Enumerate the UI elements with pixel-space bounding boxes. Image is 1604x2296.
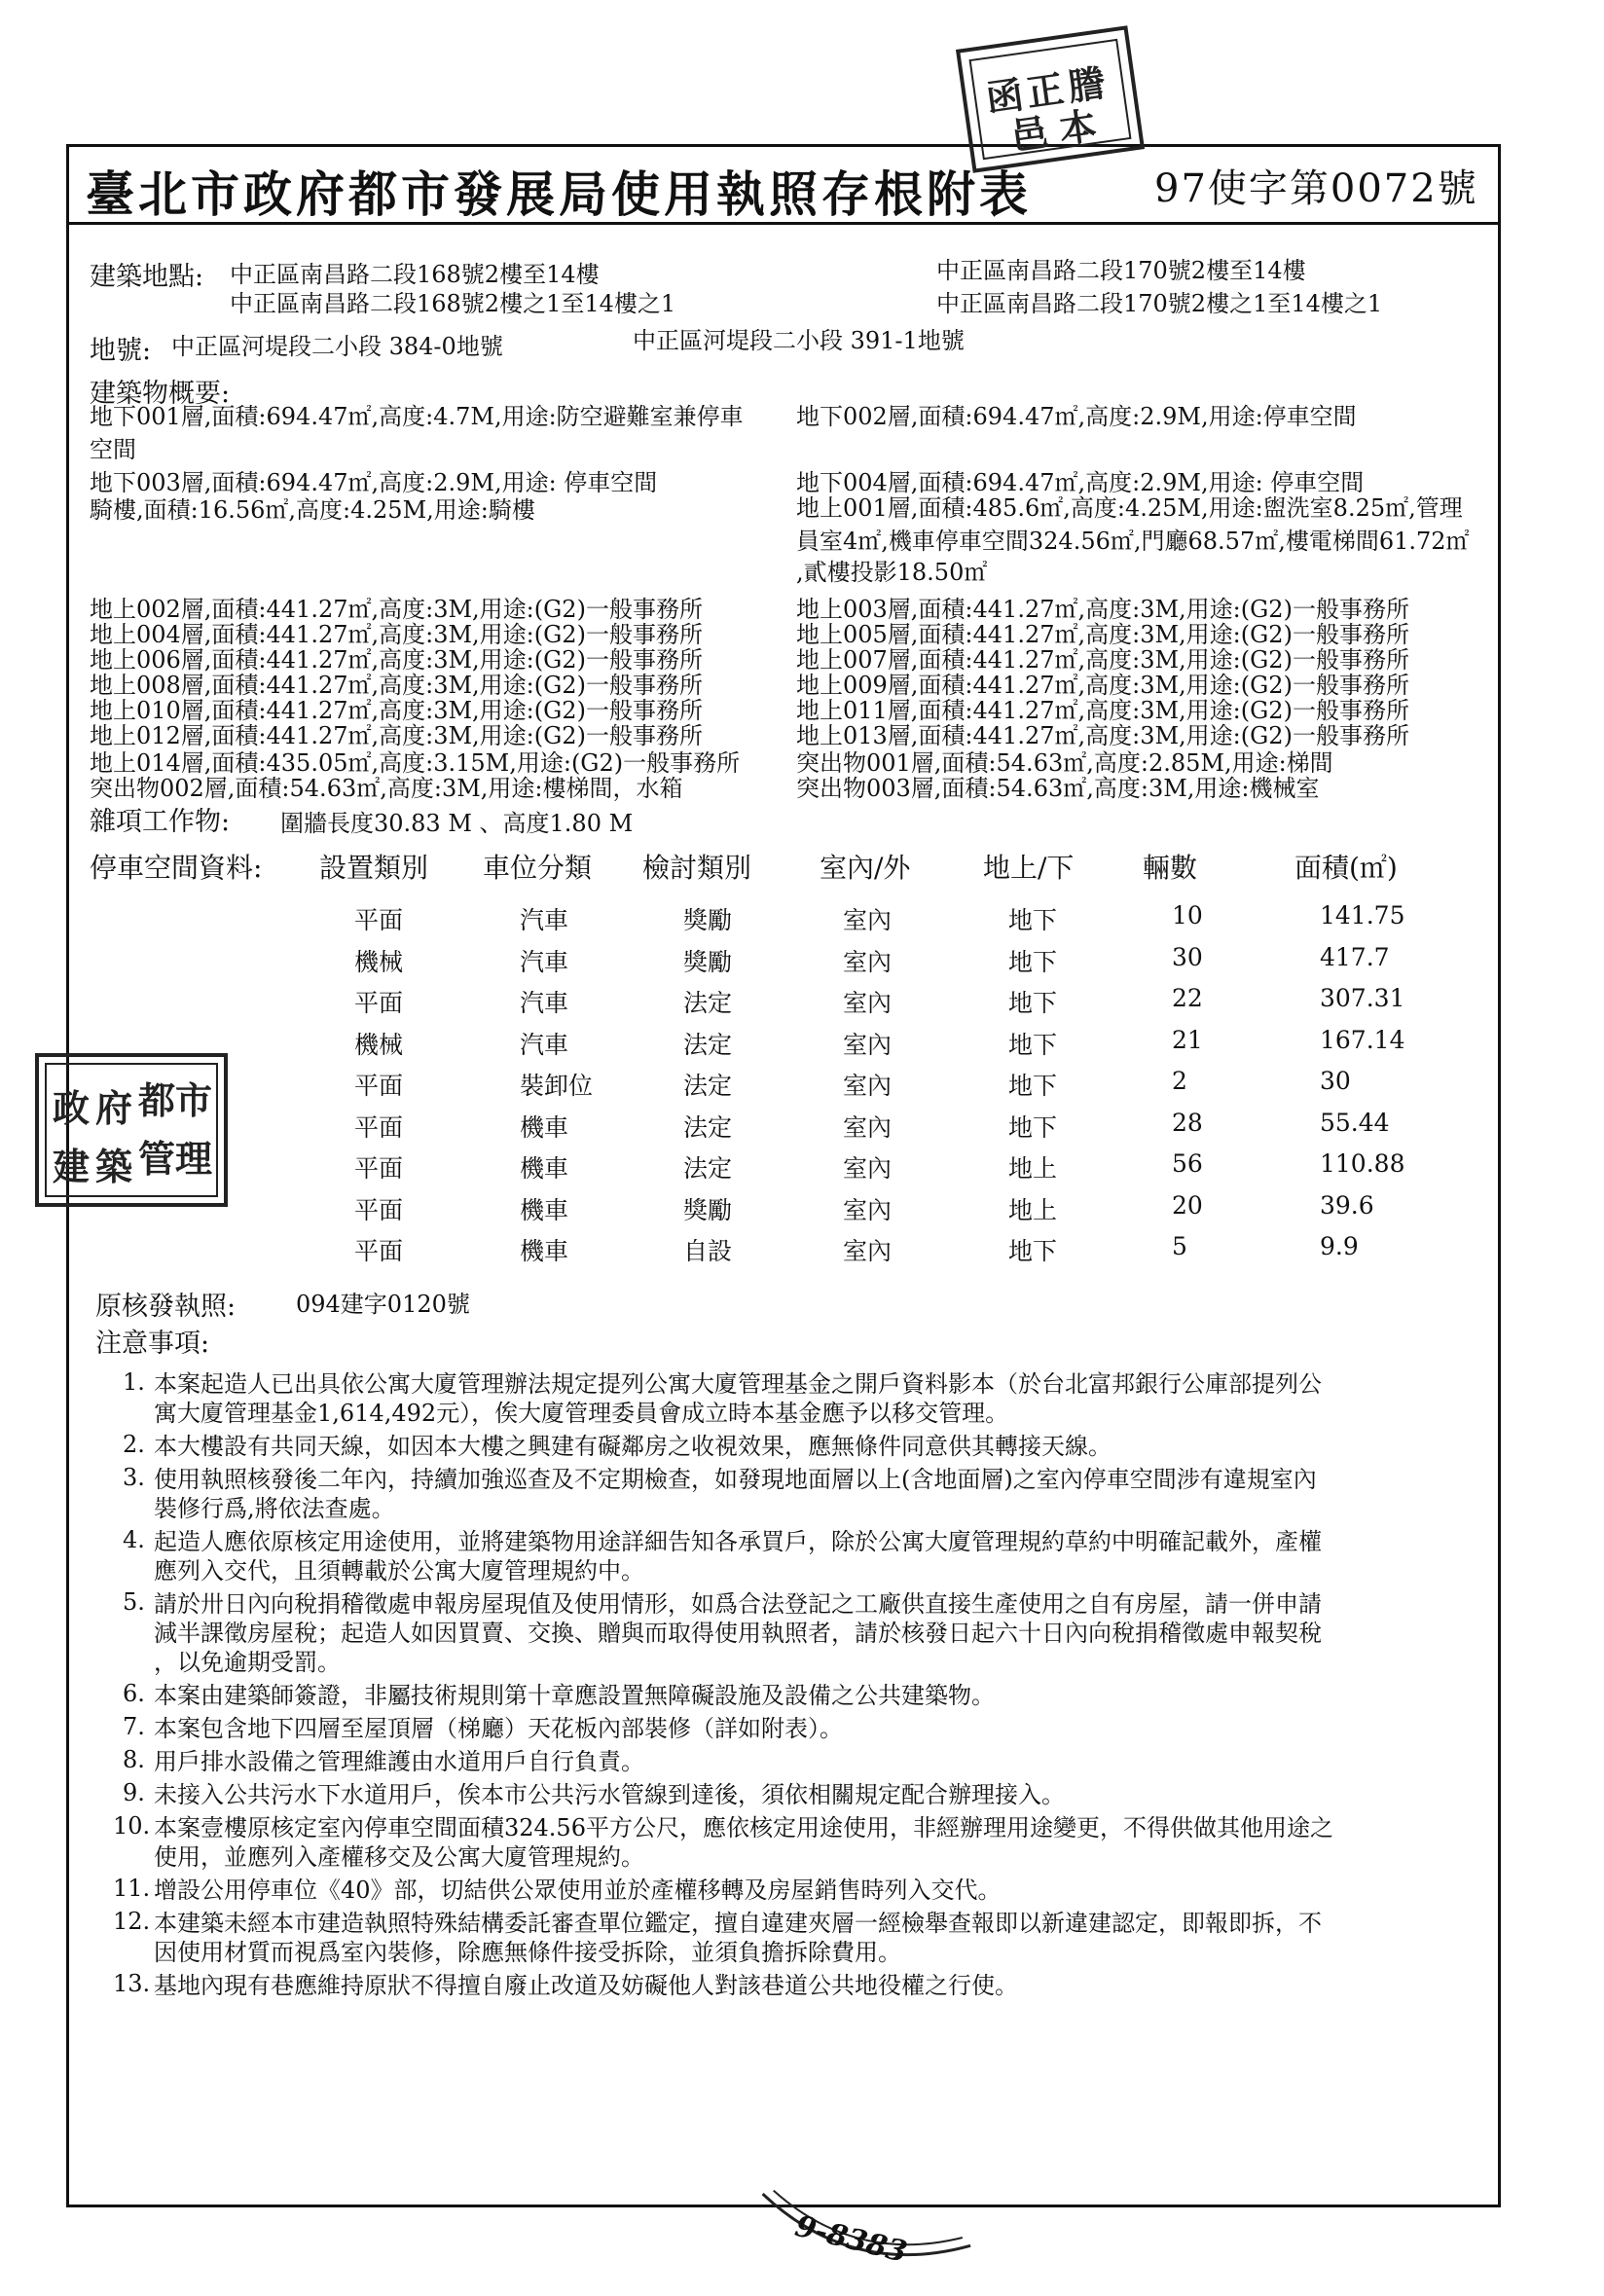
parking-table-cell: 法定 [683,1030,733,1059]
site-address-right-1: 中正區南昌路二段170號2樓至14樓 [936,257,1306,284]
parking-table-cell: 法定 [683,1112,733,1142]
parking-table-cell: 室內 [843,906,893,934]
overview-right-line: 地上005層,面積:441.27㎡,高度:3M,用途:(G2)一般事務所 [796,621,1409,648]
parking-table-cell: 10 [1172,901,1203,929]
parking-table-cell: 室內 [843,989,893,1017]
parking-table-cell: 室內 [843,947,893,976]
parking-header-cell: 檢討類別 [642,852,752,884]
overview-right-line: 突出物001層,面積:54.63㎡,高度:2.85M,用途:梯間 [796,749,1333,777]
note-text-line: 應列入交代，且須轉載於公寓大廈管理規約中。 [154,1557,644,1585]
parking-table-cell: 裝卸位 [520,1072,594,1100]
overview-left-line: 騎樓,面積:16.56㎡,高度:4.25M,用途:騎樓 [90,496,535,524]
overview-left-line: 地上012層,面積:441.27㎡,高度:3M,用途:(G2)一般事務所 [90,722,703,749]
parking-table-cell: 30 [1320,1067,1351,1095]
parking-table-cell: 平面 [354,1072,404,1100]
parking-header-cell: 地上/下 [983,852,1075,884]
parking-table-cell: 30 [1172,942,1203,971]
note-text-line: 增設公用停車位《40》部，切結供公眾使用並於產權移轉及房屋銷售時列入交代。 [154,1877,1002,1904]
overview-right-line: 地下004層,面積:694.47㎡,高度:2.9M,用途: 停車空間 [796,469,1365,496]
note-number: 9. [123,1779,145,1806]
site-label: 建築地點: [90,262,204,292]
parking-table-cell: 法定 [683,989,733,1017]
note-text-line: 未接入公共污水下水道用戶，俟本市公共污水管線到達後，須依相關規定配合辦理接入。 [154,1781,1065,1808]
parking-table-cell: 9.9 [1320,1232,1359,1260]
parking-table-cell: 平面 [354,1237,404,1265]
note-number: 10. [113,1812,151,1840]
note-text-line: 本案包含地下四層至屋頂層（梯廳）天花板內部裝修（詳如附表）。 [154,1715,843,1742]
overview-left-line: 突出物002層,面積:54.63㎡,高度:3M,用途:樓梯間，水箱 [90,775,683,802]
parking-table-cell: 汽車 [520,989,569,1017]
note-number: 12. [113,1908,151,1935]
overview-left-line: 地上014層,面積:435.05㎡,高度:3.15M,用途:(G2)一般事務所 [90,749,741,777]
note-number: 1. [123,1368,145,1396]
parking-table-cell: 39.6 [1320,1190,1374,1220]
parking-table-cell: 28 [1172,1108,1203,1137]
note-number: 6. [123,1680,145,1707]
overview-right-line: 地上007層,面積:441.27㎡,高度:3M,用途:(G2)一般事務所 [796,646,1409,674]
parking-table-cell: 21 [1172,1025,1203,1054]
parking-table-cell: 2 [1172,1067,1187,1095]
parking-table-cell: 167.14 [1320,1025,1405,1054]
note-text-line: 減半課徵房屋稅；起造人如因買賣、交換、贈與而取得使用執照者，請於核發日起六十日內向稅捐稽徵處申報契稅 [154,1620,1322,1647]
note-text-line: 本建築未經本市建造執照特殊結構委託審查單位鑑定，擅自違建夾層一經檢舉查報即以新違建認定，即報即拆，不 [154,1910,1322,1937]
parking-table-cell: 417.7 [1320,942,1390,971]
bottom-stamp-number: 9-8383 [791,2208,911,2271]
note-text-line: 基地內現有巷應維持原狀不得擅自廢止改道及妨礙他人對該巷道公共地役權之行使。 [154,1972,1018,1999]
note-number: 11. [113,1875,151,1902]
site-address-left-2: 中正區南昌路二段168號2樓之1至14樓之1 [230,290,676,317]
parking-table-cell: 機車 [520,1237,569,1265]
parking-table-cell: 地下 [1008,906,1058,934]
parking-table-cell: 平面 [354,906,404,934]
note-text-line: ，以免逾期受罰。 [154,1649,341,1676]
parking-header-cell: 車位分類 [483,852,593,884]
parking-table-cell: 機車 [520,1154,569,1183]
parking-table-cell: 地下 [1008,1237,1058,1265]
parking-table-cell: 5 [1172,1232,1187,1260]
note-text-line: 本大樓設有共同天線，如因本大樓之興建有礙鄰房之收視效果，應無條件同意供其轉接天線。 [154,1433,1112,1460]
parking-table-cell: 55.44 [1320,1108,1390,1137]
overview-left-line: 地上004層,面積:441.27㎡,高度:3M,用途:(G2)一般事務所 [90,621,703,648]
note-number: 5. [123,1588,145,1616]
overview-right-line: 地上013層,面積:441.27㎡,高度:3M,用途:(G2)一般事務所 [796,722,1409,749]
parking-table-cell: 平面 [354,1154,404,1183]
note-number: 3. [123,1464,145,1491]
overview-left-line: 地上006層,面積:441.27㎡,高度:3M,用途:(G2)一般事務所 [90,646,703,674]
overview-left-line: 地下001層,面積:694.47㎡,高度:4.7M,用途:防空避難室兼停車 [90,403,744,430]
parking-table-cell: 地下 [1008,1030,1058,1059]
overview-left-line: 地上010層,面積:441.27㎡,高度:3M,用途:(G2)一般事務所 [90,697,703,724]
parking-table-cell: 平面 [354,1112,404,1142]
note-text-line: 請於卅日內向稅捐稽徵處申報房屋現值及使用情形，如爲合法登記之工廠供直接生產使用之自有房屋，請一併申請 [154,1590,1322,1618]
parking-table-cell: 22 [1172,984,1203,1012]
site-address-right-2: 中正區南昌路二段170號2樓之1至14樓之1 [936,290,1383,317]
overview-right-line: 地上011層,面積:441.27㎡,高度:3M,用途:(G2)一般事務所 [796,697,1409,724]
note-text-line: 寓大廈管理基金1,614,492元），俟大廈管理委員會成立時本基金應予以移交管理。 [154,1400,1009,1427]
note-text-line: 本案起造人已出具依公寓大廈管理辦法規定提列公寓大廈管理基金之開戶資料影本（於台北富邦銀行公庫部提列公 [154,1370,1322,1398]
overview-left-line: 地上008層,面積:441.27㎡,高度:3M,用途:(G2)一般事務所 [90,672,703,699]
overview-right-line: 突出物003層,面積:54.63㎡,高度:3M,用途:機械室 [796,775,1320,802]
parking-header-cell: 設置類別 [319,852,429,884]
parking-header-cell: 面積(㎡) [1294,852,1398,884]
overview-right-line: 地上009層,面積:441.27㎡,高度:3M,用途:(G2)一般事務所 [796,672,1409,699]
overview-label: 建築物概要: [90,379,231,409]
parking-table-cell: 307.31 [1320,984,1405,1012]
overview-right-line: ,貳樓投影18.50㎡ [796,559,988,586]
misc-label: 雜項工作物: [90,807,231,837]
overview-right-line: 地上001層,面積:485.6㎡,高度:4.25M,用途:盥洗室8.25㎡,管理 [796,494,1463,522]
parking-header-cell: 室內/外 [820,852,911,884]
parking-header-cell: 輛數 [1143,852,1198,884]
parking-table-cell: 室內 [843,1195,893,1224]
seal-stamp-left: 政 府 都 市 建 築 管 理 [35,1053,228,1207]
note-text-line: 用戶排水設備之管理維護由水道用戶自行負責。 [154,1748,644,1775]
parking-table-cell: 141.75 [1320,901,1405,929]
parking-table-cell: 56 [1172,1149,1203,1178]
parking-table-cell: 法定 [683,1072,733,1100]
parking-table-cell: 地下 [1008,947,1058,976]
note-text-line: 本案壹樓原核定室內停車空間面積324.56平方公尺，應依核定用途使用，非經辦理用途變更，不得供做其他用途之 [154,1814,1333,1841]
parking-table-cell: 110.88 [1320,1149,1405,1178]
overview-left-line: 地下003層,面積:694.47㎡,高度:2.9M,用途: 停車空間 [90,469,658,496]
parking-table-cell: 獎勵 [683,1195,733,1224]
parking-table-cell: 室內 [843,1072,893,1100]
overview-right-line: 地下002層,面積:694.47㎡,高度:2.9M,用途:停車空間 [796,403,1357,430]
note-number: 2. [123,1431,145,1458]
note-text-line: 使用，並應列入產權移交及公寓大廈管理規約。 [154,1843,644,1871]
parking-table-cell: 汽車 [520,906,569,934]
note-text-line: 本案由建築師簽證，非屬技術規則第十章應設置無障礙設施及設備之公共建築物。 [154,1682,995,1709]
parking-table-cell: 室內 [843,1112,893,1142]
parking-table-cell: 地下 [1008,1112,1058,1142]
original-permit-value: 094建字0120號 [296,1291,470,1318]
note-text-line: 因使用材質而視爲室內裝修，除應無條件接受拆除，並須負擔拆除費用。 [154,1939,901,1966]
misc-value: 圍牆長度30.83 M 、高度1.80 M [280,810,634,837]
original-permit-label: 原核發執照: [95,1292,237,1322]
overview-left-line: 地上002層,面積:441.27㎡,高度:3M,用途:(G2)一般事務所 [90,596,703,623]
parking-table-cell: 地下 [1008,989,1058,1017]
document-title: 臺北市政府都市發展局使用執照存根附表 [86,165,1032,223]
note-number: 4. [123,1526,145,1553]
parking-table-cell: 法定 [683,1154,733,1183]
parking-table-cell: 平面 [354,989,404,1017]
note-number: 8. [123,1746,145,1773]
parking-table-cell: 獎勵 [683,947,733,976]
parking-table-cell: 機械 [354,947,404,976]
parking-table-cell: 地上 [1008,1154,1058,1183]
parking-table-cell: 自設 [683,1237,733,1265]
note-number: 7. [123,1713,145,1740]
lot-number-left: 中正區河堤段二小段 384-0地號 [171,333,503,360]
note-number: 13. [113,1970,151,1997]
parking-table-cell: 平面 [354,1195,404,1224]
parking-label: 停車空間資料: [90,852,263,884]
note-text-line: 起造人應依原核定用途使用，並將建築物用途詳細告知各承買戶，除於公寓大廈管理規約草約中明確記載外，產權 [154,1528,1322,1555]
parking-table-cell: 地下 [1008,1072,1058,1100]
parking-table-cell: 汽車 [520,947,569,976]
seal-stamp-top: 函 正 謄 邑 本 [956,25,1145,173]
overview-left-line: 空間 [90,436,136,463]
parking-table-cell: 地上 [1008,1195,1058,1224]
site-address-left-1: 中正區南昌路二段168號2樓至14樓 [230,261,600,288]
parking-table-cell: 室內 [843,1154,893,1183]
overview-right-line: 員室4㎡,機車停車空間324.56㎡,門廳68.57㎡,樓電梯間61.72㎡ [796,528,1470,555]
permit-number: 97使字第0072號 [1154,166,1478,211]
lot-number-right: 中正區河堤段二小段 391-1地號 [633,327,965,354]
parking-table-cell: 室內 [843,1237,893,1265]
parking-table-cell: 機車 [520,1195,569,1224]
parking-table-cell: 機械 [354,1030,404,1059]
overview-right-line: 地上003層,面積:441.27㎡,高度:3M,用途:(G2)一般事務所 [796,596,1409,623]
parking-table-cell: 機車 [520,1112,569,1142]
note-text-line: 使用執照核發後二年內，持續加強巡查及不定期檢查，如發現地面層以上(含地面層)之室內停車空間涉有違規室內 [154,1466,1317,1493]
note-text-line: 裝修行爲,將依法查處。 [154,1495,395,1522]
parking-table-cell: 汽車 [520,1030,569,1059]
parking-table-cell: 室內 [843,1030,893,1059]
parking-table-cell: 20 [1172,1190,1203,1220]
lot-label: 地號: [90,336,152,366]
notes-label: 注意事項: [95,1329,210,1359]
parking-table-cell: 獎勵 [683,906,733,934]
